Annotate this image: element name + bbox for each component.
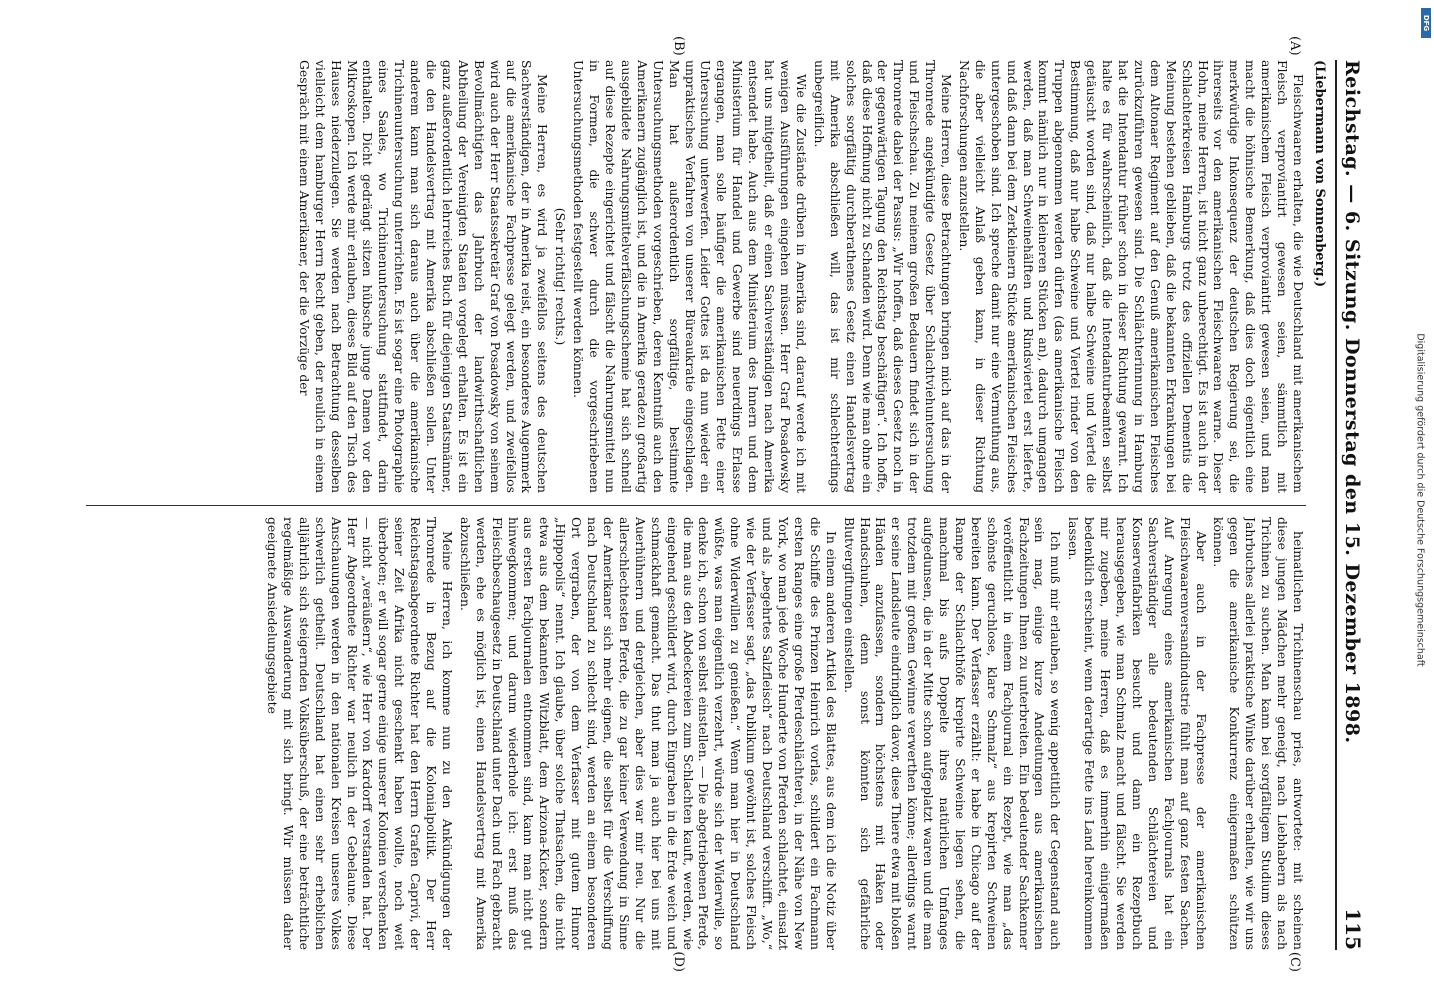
dfg-logo-text: DFG bbox=[1422, 14, 1430, 32]
page-number: 115 bbox=[1341, 908, 1365, 950]
paragraph: Aber auch in der Fachpresse der amerikanischen Fleischwaarenversandindustrie fühlt man auf ganz festen Sachen. Auf Anregung eines amerikanischen Fachjournals hat ein Sachverständiger alle bedeutenden Schlächtereien und Konservenfabriken besucht und dann ein Rezeptbuch herausgegeben, wie man Schmalz macht und fälscht. Sie werden mir zugeben, meine Herren, daß es immerhin einigermaßen bedenklich erscheint, wenn derartige Fette ins Land hereinkommen lassen. bbox=[1066, 517, 1209, 950]
left-column bbox=[86, 60, 1306, 493]
text-columns bbox=[86, 36, 1306, 972]
paragraph: Wie die Zustände drüben in Amerika sind, darauf werde ich mit wenigen Ausführungen eingehen müssen. Herr Graf Posadowsky hat uns mitgetheilt, daß er einen Sachverständigen nach Amerika entsendet habe. Auch aus dem Ministerium des Innern und dem Ministerium für Handel und Gewerbe sind neuerdings Erlasse ergangen, man solle häufiger die amerikanischen Fette einer Untersuchung unterwerfen. Leider Gottes ist da nun wieder ein unpraktisches Verfahren von unserer Büreaukratie eingeschlagen. Man hat außerordentlich sorgfältige, bestimmte Untersuchungsmethoden vorgeschrieben, deren Kenntniß auch den Amerikanern zugänglich ist, und die in Amerika geradezu großartig ausgebildete Nahrungsmittelverfälschungschemie hat sich schnell auf diese Rezepte eingerichtet und fälscht die Nahrungsmittel nun in Formen, die schwer durch die vorgeschriebenen Untersuchungsmethoden festgestellt werden können. bbox=[571, 60, 809, 493]
page-title: Reichstag. — 6. Sitzung. Donnerstag den 15. Dezember 1898. bbox=[1341, 60, 1363, 744]
right-column bbox=[86, 517, 1306, 950]
speaker-name: (Liebermann von Sonnenberg.) bbox=[1312, 60, 1327, 288]
margin-letter-b: (B) bbox=[671, 36, 686, 56]
margin-letter-c: (C) bbox=[1287, 951, 1302, 972]
funding-note: Digitalisierung gefördert durch die Deutsche Forschungsgemeinschaft bbox=[1414, 333, 1426, 667]
dfg-logo bbox=[1421, 8, 1431, 38]
paragraph: Fleischwaaren erhalten, die wie Deutschland mit amerikanischem Fleisch verproviantirt gewesen seien, sämmtlich mit amerikanischem Fleisch verproviantirt gewesen seien, und man macht die höhnische Bemerkung, daß dies doch eigentlich eine merkwürdige Inkonsequenz der deutschen Regierung sei, die ihrerseits vor den amerikanischen Fleischwaaren warne. Dieser Hohn, meine Herren, ist nicht ganz unberechtigt. Es ist auch in der Schlachterkreisen Hamburgs trotz des offiziellen Dementis die Meinung bestehen geblieben, daß die bekannten Erkrankungen bei dem Altonaer Regiment auf den Genuß amerikanischen Fleisches zurückzuführen gewesen sind. Die Schlächterinnung in Hamburg hat die Intendantur früher schon in dieser Richtung gewarnt. Ich halte es für wahrscheinlich, daß die Intendanturbeamten selbst getäuscht worden sind, daß nur halbe Schweine und Viertel die Bestimmung, daß nur halbe Schweine und Viertel rinder von den Truppen abgenommen werden dürfen (das amerikanische Fleisch kommt nämlich nur in kleineren Stücken an), dadurch umgangen werden, daß man Schweinehälften und Rindsviertel erst lieferte, und daß dann bei dem Zerkleinern Stücke amerikanischen Fleisches untergeschoben sind. Ich spreche damit nur eine Vermuthung aus, die aber vielleicht Anlaß geben kann, in dieser Richtung Nachforschungen anzustellen. bbox=[956, 60, 1306, 493]
interjection: (Sehr richtig! rechts.) bbox=[553, 207, 569, 346]
margin-letter-d: (D) bbox=[671, 951, 686, 972]
paragraph: Meine Herren, es wird ja zweifellos seitens des deutschen Sachverständigen, der in Amerika reist, ein besonderes Augenmerk auf die amerikanische Fachpresse gelegt werden, und zweifellos wird auch der Herr Staatssekretär Graf von Posadowsky von seinem Bevollmächtigten das Jahrbuch der landwirthschaftlichen Abtheilung der Vereinigten Staaten vorgelegt erhalten. Es ist ein ganz außerordentlich lehrreiches Buch für diejenigen Staatsmänner, die den Handelsvertrag mit Amerika abschließen sollen. Unter anderem kann man sich daraus auch über die amerikanische Trichinenuntersuchung unterrichten. Es ist sogar eine Photographie eines Saales, wo Trichinenuntersuchung stattfindet, darin enthalten. Dicht gedrängt sitzen hübsche junge Damen vor den Mikroskopen. Ich werde mir erlauben, dieses Bild auf den Tisch des Hauses niederzulegen. Sie werden nach Betrachtung desselben vielleicht dem hamburger Herrn Recht geben, der neulich in einem Gespräch mit einem Amerikaner, der die Vorzüge der bbox=[296, 60, 551, 493]
running-header bbox=[1335, 60, 1365, 950]
margin-letter-a: (A) bbox=[1287, 36, 1302, 56]
paragraph: heimatlichen Trichinenschau pries, antwortete: mit scheinen diese jungen Mädchen mehr geneigt, nach Liebhabern als nach Trichinen zu suchen. Man kann bei sorgfältigem Studium dieses Jahrbuches allerlei praktische Winke darüber erhalten, wie wir uns gegen die amerikanische Konkurrenz einigermaßen schützen können. bbox=[1211, 517, 1306, 950]
paragraph: Meine Herren, diese Betrachtungen bringen mich auf das in der Thronrede angekündigte Gesetz über Schlachtviehuntersuchung und Fleischschau. Zu meinem großen Bedauern findet sich in der Thronrede dabei der Passus: „Wir hoffen, daß dieses Gesetz noch in der gegenwärtigen Tagung den Reichstag beschäftigen“. Ich hoffe, daß diese Hoffnung nicht zu Schanden wird. Denn wie man ohne ein solches sorgfältig durchberathenes Gesetz einen Handelsvertrag mit Amerika abschließen will, das ist mir schlechterdings unbegreiflich. bbox=[811, 60, 955, 493]
paragraph: Ich muß mir erlauben, so wenig appetitlich der Gegenstand auch sein mag, einige kurze Andeutungen aus amerikanischen Fachzeitungen Ihnen zu unterbreiten. Ein bedeutender Sachkenner veröffentlicht in einem Fachjournal ein Rezept, wie man „das schönste geruchlose, klare Schmalz“ aus krepirten Schweinen bereiten kann. Der Verfasser erzählt: er habe in Chicago auf der Rampe der Schlachthöfe krepirte Schweine liegen sehen, die manchmal bis aufs Doppelte ihres natürlichen Umfanges aufgedunsen, die in der Mitte schon aufgeplatzt waren und die man trotzdem mit großem Gewinne verwerthen könne; allerdings warnt er seine Landsleute eindringlich davor, diese Thiere etwa mit bloßen Händen anzufassen, sondern höchstens mit Haken oder Handschuhen, denn sonst könnten sich gefährliche Blutvergiftungen einstellen. bbox=[841, 517, 1064, 950]
column-divider bbox=[86, 505, 1306, 506]
document-page bbox=[47, 20, 1387, 980]
paragraph: Meine Herren, ich komme nun zu den Ankündigungen der Thronrede in Bezug auf die Kolonialpolitik. Der Herr Reichstagsabgeordnete Richter hat den Herrn Grafen Caprivi, der seiner Zeit Afrika nicht geschenkt haben wollte, noch weit überboten; er will sogar gerne einige unserer Kolonien verschenken — nicht „veräußern“, wie Herr von Kardorff verstanden hat. Der Herr Abgeordnete Richter war neulich in der Gebelaune. Diese Anschauungen werden in den nationalen Kreisen unseres Volkes schwerlich getheilt. Deutschland hat einen sehr erheblichen alljährlich sich steigernden Volksüberschuß, der eine beträchtliche regelmäßige Auswanderung mit sich bringt. Wir müssen daher geeignete Ansiedelungsgebiete bbox=[265, 517, 455, 950]
paragraph: In einem anderen Artikel des Blattes, aus dem ich die Notiz über die Schiffe des Prinzen Heinrich vorlas, schildert ein Fachmann ersten Ranges eine große Pferdeschlächterei, in der Nähe von New York, wo man jede Woche Hunderte von Pferden schlachtet, einsalzt und als „begehrtes Salzfleisch“ nach Deutschland verschifft. „Wo,“ wie der Verfasser sagt, „das Publikum gewöhnt ist, solches Fleisch ohne Widerwillen zu genießen.“ Wenn man hier in Deutschland wüßte, was man eigentlich verzehrt, würde sich der Widerwille, so denke ich, schon von selbst einstellen. — Die abgetriebenen Pferde, die man aus den Abdeckereien zum Schlachten kauft, werden, wie eingehend geschildert wird, durch Eingraben in die Erde weich und schmackhaft gemacht. Das thut man ja auch hier bei uns mit Auerhühnern und dergleichen, aber dies war mir neu. Nur die allerschlechtesten Pferde, die zu gar keiner Verwendung in Sinne der Amerikaner sich mehr eignen, die selbst für die Verschiffung nach Deutschland zu schlecht sind, werden an einem besonderen Ort vergraben, der von dem Verfasser mit gutem Humor „Hippopolis“ nennt. Ich glaube, über solche Thatsachen, die nicht etwa aus dem bekannten Witzblatt, dem Arizona-Kicker, sondern aus ersten Fachjournalen entnommen sind, kann man nicht gut hinwegkommen; und darum wiederhole ich: erst muß das Fleischbeschaugesetz in Deutschland unter Dach und Fach gebracht werden, ehe es möglich ist, einen Handelsvertrag mit Amerika abzuschließen. bbox=[457, 517, 839, 950]
